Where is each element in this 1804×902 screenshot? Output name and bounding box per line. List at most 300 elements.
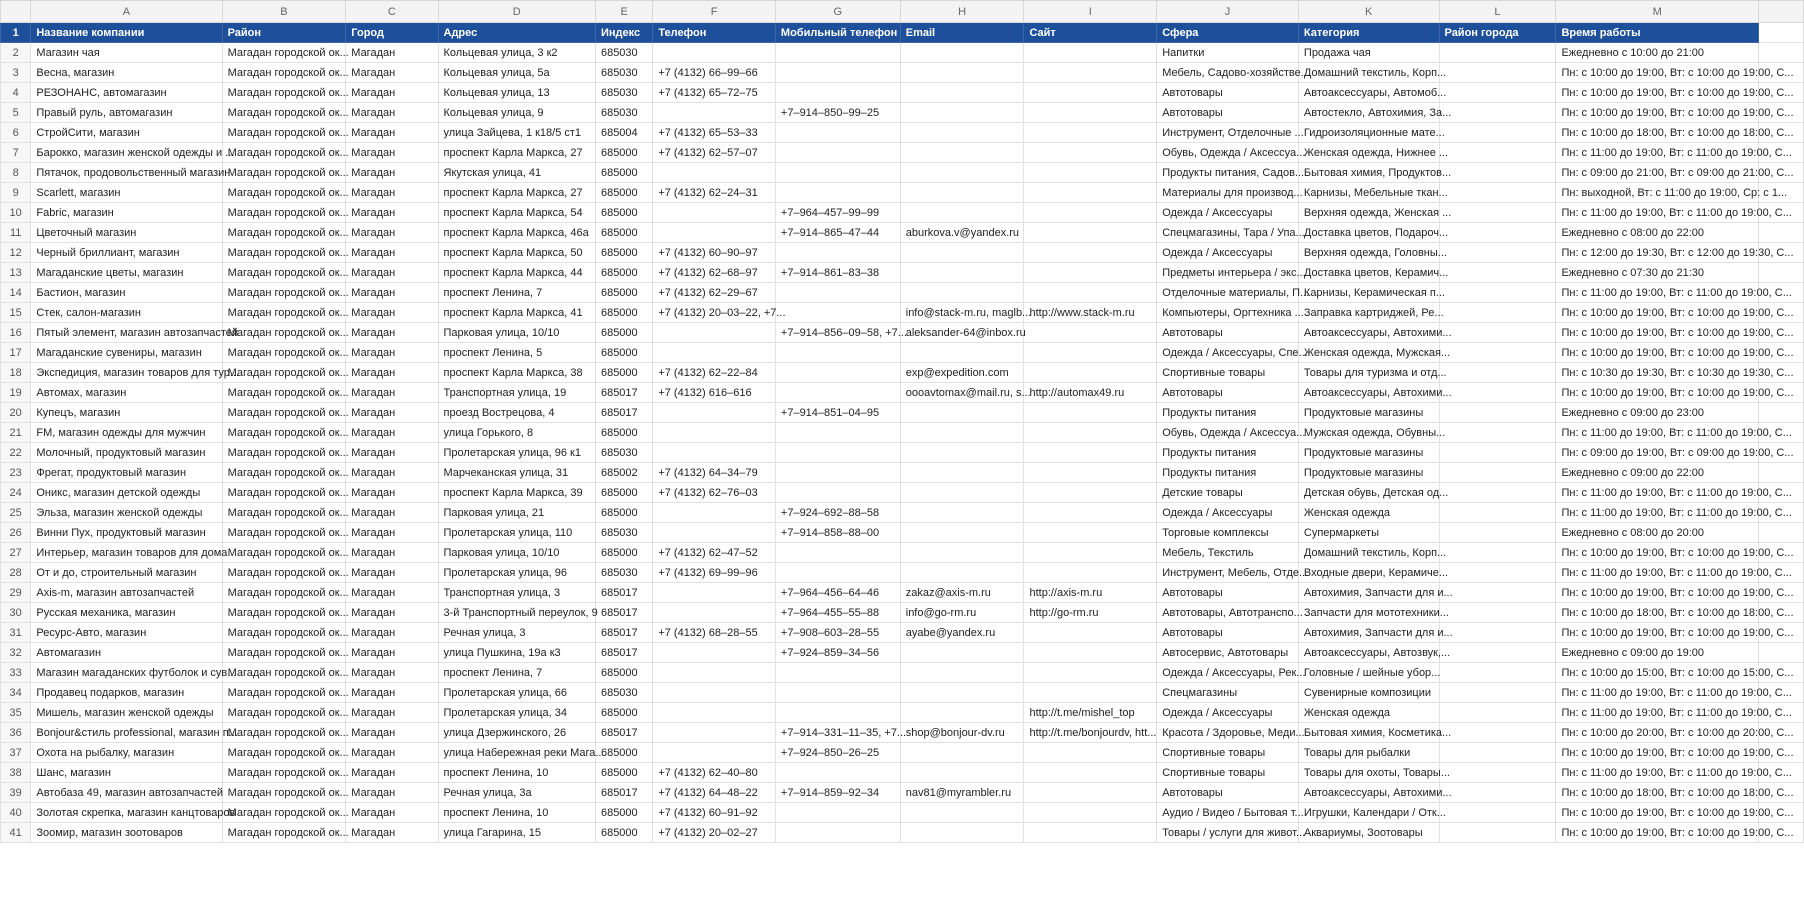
row-number[interactable]: 29 — [1, 583, 31, 603]
table-cell[interactable]: Речная улица, 3 — [438, 623, 595, 643]
table-cell[interactable] — [1024, 483, 1157, 503]
row-number[interactable]: 24 — [1, 483, 31, 503]
table-cell[interactable]: Магадан городской ок... — [222, 303, 346, 323]
table-cell[interactable]: +7 (4132) 60–90–97 — [653, 243, 776, 263]
table-cell[interactable]: Автомах, магазин — [31, 383, 222, 403]
cell-filler[interactable] — [1758, 223, 1803, 243]
table-cell[interactable]: 685000 — [595, 483, 652, 503]
table-cell[interactable]: Пролетарская улица, 66 — [438, 683, 595, 703]
table-cell[interactable]: Автобаза 49, магазин автозапчастей — [31, 783, 222, 803]
table-cell[interactable]: Автохимия, Запчасти для и... — [1298, 583, 1439, 603]
table-cell[interactable]: Марчеканская улица, 31 — [438, 463, 595, 483]
table-cell[interactable]: Магадан городской ок... — [222, 183, 346, 203]
table-cell[interactable]: Пн: с 11:00 до 19:00, Вт: с 11:00 до 19:00, С... — [1556, 563, 1758, 583]
table-cell[interactable]: Одежда / Аксессуары — [1157, 503, 1299, 523]
table-cell[interactable] — [1024, 103, 1157, 123]
table-cell[interactable]: Женская одежда, Нижнее ... — [1298, 143, 1439, 163]
table-cell[interactable]: Детская обувь, Детская од... — [1298, 483, 1439, 503]
table-cell[interactable] — [653, 203, 776, 223]
table-cell[interactable]: Бытовая химия, Косметика... — [1298, 723, 1439, 743]
table-cell[interactable]: Пн: с 10:00 до 18:00, Вт: с 10:00 до 18:00, С... — [1556, 603, 1758, 623]
row-number[interactable]: 2 — [1, 43, 31, 63]
table-cell[interactable]: Магадан — [346, 303, 438, 323]
table-cell[interactable]: Винни Пух, продуктовый магазин — [31, 523, 222, 543]
table-cell[interactable]: Магадан городской ок... — [222, 243, 346, 263]
table-cell[interactable]: 685030 — [595, 683, 652, 703]
row-number[interactable]: 20 — [1, 403, 31, 423]
table-cell[interactable]: Спортивные товары — [1157, 743, 1299, 763]
row-number[interactable]: 7 — [1, 143, 31, 163]
table-cell[interactable]: +7 (4132) 68–28–55 — [653, 623, 776, 643]
row-number[interactable]: 14 — [1, 283, 31, 303]
row-number[interactable]: 34 — [1, 683, 31, 703]
table-cell[interactable]: Инструмент, Отделочные ... — [1157, 123, 1299, 143]
row-number[interactable]: 15 — [1, 303, 31, 323]
table-cell[interactable]: Магадан — [346, 63, 438, 83]
table-cell[interactable] — [1439, 823, 1556, 843]
table-cell[interactable]: Аквариумы, Зоотовары — [1298, 823, 1439, 843]
table-cell[interactable]: 685000 — [595, 163, 652, 183]
table-cell[interactable]: +7–924–692–88–58 — [775, 503, 900, 523]
table-cell[interactable] — [900, 683, 1024, 703]
table-cell[interactable]: +7–914–856–09–58, +7... — [775, 323, 900, 343]
select-all-corner[interactable] — [1, 1, 31, 23]
table-cell[interactable]: Пн: с 09:00 до 19:00, Вт: с 09:00 до 19:00, С... — [1556, 443, 1758, 463]
table-cell[interactable]: проспект Карла Маркса, 38 — [438, 363, 595, 383]
table-cell[interactable]: Магадан — [346, 323, 438, 343]
table-cell[interactable]: Магадан городской ок... — [222, 83, 346, 103]
table-cell[interactable]: Магадан городской ок... — [222, 543, 346, 563]
cell-filler[interactable] — [1758, 643, 1803, 663]
table-cell[interactable]: Магадан городской ок... — [222, 663, 346, 683]
table-cell[interactable]: СтройСити, магазин — [31, 123, 222, 143]
table-cell[interactable]: Головные / шейные убор... — [1298, 663, 1439, 683]
table-cell[interactable]: Магадан городской ок... — [222, 383, 346, 403]
table-cell[interactable]: Магадан городской ок... — [222, 603, 346, 623]
row-number[interactable]: 6 — [1, 123, 31, 143]
table-cell[interactable] — [775, 343, 900, 363]
table-cell[interactable] — [653, 683, 776, 703]
table-cell[interactable] — [1024, 423, 1157, 443]
table-cell[interactable]: Магадан городской ок... — [222, 43, 346, 63]
table-cell[interactable]: проспект Карла Маркса, 41 — [438, 303, 595, 323]
row-number[interactable]: 26 — [1, 523, 31, 543]
table-cell[interactable]: проспект Ленина, 7 — [438, 663, 595, 683]
table-cell[interactable] — [1439, 683, 1556, 703]
row-number[interactable]: 5 — [1, 103, 31, 123]
table-cell[interactable]: Спортивные товары — [1157, 363, 1299, 383]
header-cell[interactable]: Телефон — [653, 23, 776, 43]
table-cell[interactable] — [1439, 443, 1556, 463]
table-cell[interactable]: http://www.stack-m.ru — [1024, 303, 1157, 323]
table-cell[interactable]: Супермаркеты — [1298, 523, 1439, 543]
table-cell[interactable] — [900, 103, 1024, 123]
table-cell[interactable]: +7–964–457–99–99 — [775, 203, 900, 223]
table-cell[interactable]: 685030 — [595, 43, 652, 63]
table-cell[interactable]: Магадан городской ок... — [222, 783, 346, 803]
table-cell[interactable]: Пн: с 10:00 до 19:00, Вт: с 10:00 до 19:00, С... — [1556, 583, 1758, 603]
table-cell[interactable]: проспект Карла Маркса, 27 — [438, 143, 595, 163]
row-number[interactable]: 38 — [1, 763, 31, 783]
table-cell[interactable] — [653, 423, 776, 443]
table-cell[interactable]: Магадан городской ок... — [222, 703, 346, 723]
table-cell[interactable]: Автоаксессуары, Автозвук,... — [1298, 643, 1439, 663]
table-cell[interactable]: zakaz@axis-m.ru — [900, 583, 1024, 603]
row-number[interactable]: 17 — [1, 343, 31, 363]
table-cell[interactable]: Магадан — [346, 163, 438, 183]
table-cell[interactable] — [1024, 363, 1157, 383]
header-cell[interactable]: Категория — [1298, 23, 1439, 43]
table-cell[interactable] — [900, 283, 1024, 303]
table-cell[interactable]: Магадан городской ок... — [222, 223, 346, 243]
row-number[interactable]: 37 — [1, 743, 31, 763]
table-cell[interactable]: улица Пушкина, 19а к3 — [438, 643, 595, 663]
table-cell[interactable]: Запчасти для мототехники... — [1298, 603, 1439, 623]
table-cell[interactable]: http://axis-m.ru — [1024, 583, 1157, 603]
column-header-k[interactable]: K — [1298, 1, 1439, 23]
table-cell[interactable]: 685017 — [595, 723, 652, 743]
table-cell[interactable]: +7–908–603–28–55 — [775, 623, 900, 643]
table-cell[interactable] — [1024, 223, 1157, 243]
table-cell[interactable]: Автохимия, Запчасти для и... — [1298, 623, 1439, 643]
table-cell[interactable] — [1439, 383, 1556, 403]
table-cell[interactable] — [1024, 183, 1157, 203]
table-cell[interactable]: Магадан городской ок... — [222, 363, 346, 383]
table-cell[interactable]: Магадан — [346, 723, 438, 743]
table-cell[interactable] — [653, 663, 776, 683]
table-cell[interactable]: Пролетарская улица, 96 — [438, 563, 595, 583]
table-cell[interactable]: Магадан — [346, 643, 438, 663]
table-cell[interactable]: 685000 — [595, 143, 652, 163]
table-cell[interactable] — [1439, 323, 1556, 343]
header-cell[interactable]: Сфера — [1157, 23, 1299, 43]
row-number[interactable]: 8 — [1, 163, 31, 183]
table-cell[interactable] — [900, 803, 1024, 823]
row-number[interactable]: 28 — [1, 563, 31, 583]
table-cell[interactable]: +7 (4132) 20–03–22, +7... — [653, 303, 776, 323]
table-cell[interactable] — [1024, 803, 1157, 823]
table-cell[interactable]: Магадан городской ок... — [222, 803, 346, 823]
table-cell[interactable] — [775, 563, 900, 583]
table-cell[interactable]: Пн: с 11:00 до 19:00, Вт: с 11:00 до 19:00, С... — [1556, 683, 1758, 703]
table-cell[interactable]: Пятачок, продовольственный магазин — [31, 163, 222, 183]
table-cell[interactable]: Обувь, Одежда / Аксессуа... — [1157, 423, 1299, 443]
table-cell[interactable]: От и до, строительный магазин — [31, 563, 222, 583]
table-cell[interactable]: Магадан — [346, 523, 438, 543]
table-cell[interactable] — [1439, 223, 1556, 243]
table-cell[interactable] — [1024, 823, 1157, 843]
table-cell[interactable]: Магадан городской ок... — [222, 503, 346, 523]
table-cell[interactable]: +7–964–455–55–88 — [775, 603, 900, 623]
table-cell[interactable]: Автотовары, Автотранспо... — [1157, 603, 1299, 623]
table-cell[interactable] — [653, 403, 776, 423]
table-cell[interactable]: Ежедневно с 09:00 до 23:00 — [1556, 403, 1758, 423]
table-cell[interactable] — [900, 743, 1024, 763]
table-cell[interactable]: aleksander-64@inbox.ru — [900, 323, 1024, 343]
table-cell[interactable]: 685017 — [595, 403, 652, 423]
column-header-e[interactable]: E — [595, 1, 652, 23]
table-cell[interactable] — [1439, 243, 1556, 263]
row-number[interactable]: 33 — [1, 663, 31, 683]
table-cell[interactable]: Золотая скрепка, магазин канцтоваров — [31, 803, 222, 823]
table-cell[interactable]: Пролетарская улица, 34 — [438, 703, 595, 723]
column-header-a[interactable]: A — [31, 1, 222, 23]
table-cell[interactable]: Ежедневно с 08:00 до 22:00 — [1556, 223, 1758, 243]
table-cell[interactable] — [1024, 123, 1157, 143]
table-cell[interactable]: Русская механика, магазин — [31, 603, 222, 623]
table-cell[interactable]: Пн: с 11:00 до 19:00, Вт: с 11:00 до 19:00, С... — [1556, 423, 1758, 443]
table-cell[interactable] — [775, 143, 900, 163]
table-cell[interactable]: Магадан городской ок... — [222, 463, 346, 483]
table-cell[interactable]: 685000 — [595, 203, 652, 223]
table-cell[interactable]: Охота на рыбалку, магазин — [31, 743, 222, 763]
table-cell[interactable]: Эльза, магазин женской одежды — [31, 503, 222, 523]
table-cell[interactable] — [1439, 263, 1556, 283]
header-cell[interactable]: Индекс — [595, 23, 652, 43]
table-cell[interactable] — [900, 343, 1024, 363]
table-cell[interactable]: Магадан городской ок... — [222, 643, 346, 663]
row-number[interactable]: 39 — [1, 783, 31, 803]
table-cell[interactable] — [1439, 343, 1556, 363]
table-cell[interactable] — [1439, 183, 1556, 203]
table-cell[interactable]: Парковая улица, 10/10 — [438, 543, 595, 563]
table-cell[interactable]: Магадан — [346, 143, 438, 163]
table-cell[interactable]: Магадан — [346, 423, 438, 443]
table-cell[interactable]: 685000 — [595, 303, 652, 323]
table-cell[interactable]: Axis-m, магазин автозапчастей — [31, 583, 222, 603]
table-cell[interactable] — [900, 703, 1024, 723]
table-cell[interactable]: +7–914–858–88–00 — [775, 523, 900, 543]
table-cell[interactable]: Одежда / Аксессуары — [1157, 703, 1299, 723]
table-cell[interactable] — [775, 383, 900, 403]
table-cell[interactable] — [1439, 403, 1556, 423]
table-cell[interactable]: Компьютеры, Оргтехника ... — [1157, 303, 1299, 323]
table-cell[interactable]: Материалы для производ... — [1157, 183, 1299, 203]
table-cell[interactable]: 685000 — [595, 763, 652, 783]
table-cell[interactable]: 685030 — [595, 443, 652, 463]
table-cell[interactable] — [1439, 703, 1556, 723]
table-cell[interactable]: Мебель, Текстиль — [1157, 543, 1299, 563]
table-cell[interactable]: Пн: с 11:00 до 19:00, Вт: с 11:00 до 19:00, С... — [1556, 483, 1758, 503]
table-cell[interactable]: Bonjour&стиль professional, магазин п... — [31, 723, 222, 743]
table-cell[interactable]: +7 (4132) 65–72–75 — [653, 83, 776, 103]
table-cell[interactable]: Автотовары — [1157, 103, 1299, 123]
header-cell[interactable]: Город — [346, 23, 438, 43]
table-cell[interactable] — [775, 43, 900, 63]
table-cell[interactable]: +7 (4132) 64–34–79 — [653, 463, 776, 483]
row-number[interactable]: 4 — [1, 83, 31, 103]
table-cell[interactable]: Магазин чая — [31, 43, 222, 63]
table-cell[interactable] — [653, 43, 776, 63]
table-cell[interactable]: Отделочные материалы, П... — [1157, 283, 1299, 303]
table-cell[interactable]: Магадан городской ок... — [222, 403, 346, 423]
table-cell[interactable]: http://go-rm.ru — [1024, 603, 1157, 623]
row-number[interactable]: 19 — [1, 383, 31, 403]
table-cell[interactable]: улица Гагарина, 15 — [438, 823, 595, 843]
table-cell[interactable]: Магадан — [346, 543, 438, 563]
table-cell[interactable]: проспект Ленина, 10 — [438, 763, 595, 783]
table-cell[interactable]: Верхняя одежда, Головны... — [1298, 243, 1439, 263]
table-cell[interactable] — [900, 63, 1024, 83]
table-cell[interactable] — [1439, 603, 1556, 623]
table-cell[interactable]: exp@expedition.com — [900, 363, 1024, 383]
table-cell[interactable]: Сувенирные композиции — [1298, 683, 1439, 703]
table-cell[interactable] — [653, 323, 776, 343]
table-cell[interactable] — [653, 163, 776, 183]
table-cell[interactable] — [775, 363, 900, 383]
table-cell[interactable]: Магадан — [346, 383, 438, 403]
table-cell[interactable] — [1439, 143, 1556, 163]
table-cell[interactable]: 685017 — [595, 783, 652, 803]
table-cell[interactable]: +7 (4132) 64–48–22 — [653, 783, 776, 803]
table-cell[interactable] — [653, 103, 776, 123]
table-cell[interactable] — [900, 763, 1024, 783]
table-cell[interactable]: Спецмагазины — [1157, 683, 1299, 703]
table-cell[interactable]: Кольцевая улица, 5а — [438, 63, 595, 83]
table-cell[interactable]: Магадан — [346, 503, 438, 523]
table-cell[interactable]: 685000 — [595, 703, 652, 723]
table-cell[interactable]: 685000 — [595, 343, 652, 363]
table-cell[interactable] — [900, 483, 1024, 503]
table-cell[interactable]: Пн: выходной, Вт: с 11:00 до 19:00, Ср: с 1... — [1556, 183, 1758, 203]
table-cell[interactable] — [1024, 563, 1157, 583]
table-cell[interactable]: Якутская улица, 41 — [438, 163, 595, 183]
table-cell[interactable]: info@stack-m.ru, maglb... — [900, 303, 1024, 323]
table-cell[interactable]: Магадан городской ок... — [222, 583, 346, 603]
table-cell[interactable]: Кольцевая улица, 3 к2 — [438, 43, 595, 63]
table-cell[interactable] — [1439, 423, 1556, 443]
table-cell[interactable]: Пролетарская улица, 96 к1 — [438, 443, 595, 463]
table-cell[interactable]: Магадан — [346, 283, 438, 303]
row-number[interactable]: 21 — [1, 423, 31, 443]
table-cell[interactable] — [1024, 623, 1157, 643]
header-cell[interactable]: Район — [222, 23, 346, 43]
cell-filler[interactable] — [1758, 523, 1803, 543]
table-cell[interactable] — [1439, 83, 1556, 103]
table-cell[interactable] — [775, 483, 900, 503]
row-number[interactable]: 32 — [1, 643, 31, 663]
row-number[interactable]: 10 — [1, 203, 31, 223]
table-cell[interactable]: Магадан — [346, 783, 438, 803]
table-cell[interactable]: Магадан городской ок... — [222, 723, 346, 743]
table-cell[interactable]: Пн: с 10:00 до 19:00, Вт: с 10:00 до 19:00, С... — [1556, 343, 1758, 363]
table-cell[interactable] — [1024, 83, 1157, 103]
table-cell[interactable]: Гидроизоляционные мате... — [1298, 123, 1439, 143]
table-cell[interactable]: Ежедневно с 09:00 до 19:00 — [1556, 643, 1758, 663]
table-cell[interactable] — [775, 63, 900, 83]
table-cell[interactable]: Предметы интерьера / экс... — [1157, 263, 1299, 283]
table-cell[interactable]: Продукты питания — [1157, 463, 1299, 483]
table-cell[interactable]: Автотовары — [1157, 783, 1299, 803]
table-cell[interactable] — [775, 163, 900, 183]
table-cell[interactable]: 685000 — [595, 363, 652, 383]
table-cell[interactable] — [775, 663, 900, 683]
table-cell[interactable]: Магадан городской ок... — [222, 63, 346, 83]
table-cell[interactable]: 685000 — [595, 243, 652, 263]
table-cell[interactable]: Входные двери, Керамиче... — [1298, 563, 1439, 583]
table-cell[interactable]: Бастион, магазин — [31, 283, 222, 303]
cell-filler[interactable] — [1758, 403, 1803, 423]
table-cell[interactable]: 685002 — [595, 463, 652, 483]
table-cell[interactable]: +7–914–851–04–95 — [775, 403, 900, 423]
table-cell[interactable]: Мужская одежда, Обувны... — [1298, 423, 1439, 443]
table-cell[interactable]: Купецъ, магазин — [31, 403, 222, 423]
header-cell[interactable]: Email — [900, 23, 1024, 43]
table-cell[interactable] — [653, 743, 776, 763]
table-cell[interactable] — [775, 823, 900, 843]
table-cell[interactable] — [1024, 43, 1157, 63]
table-cell[interactable]: shop@bonjour-dv.ru — [900, 723, 1024, 743]
table-cell[interactable] — [775, 543, 900, 563]
table-cell[interactable]: 685000 — [595, 263, 652, 283]
table-cell[interactable] — [900, 523, 1024, 543]
table-cell[interactable]: Пн: с 10:00 до 19:00, Вт: с 10:00 до 19:00, С... — [1556, 303, 1758, 323]
column-header-d[interactable]: D — [438, 1, 595, 23]
table-cell[interactable]: Игрушки, Календари / Отк... — [1298, 803, 1439, 823]
table-cell[interactable]: 685030 — [595, 103, 652, 123]
table-cell[interactable]: Магадан городской ок... — [222, 763, 346, 783]
table-cell[interactable]: Ресурс-Авто, магазин — [31, 623, 222, 643]
table-cell[interactable]: Экспедиция, магазин товаров для тур... — [31, 363, 222, 383]
table-cell[interactable]: улица Дзержинского, 26 — [438, 723, 595, 743]
table-cell[interactable]: Автостекло, Автохимия, За... — [1298, 103, 1439, 123]
table-cell[interactable]: Магадан — [346, 103, 438, 123]
table-cell[interactable] — [653, 603, 776, 623]
table-cell[interactable]: Магадан городской ок... — [222, 163, 346, 183]
table-cell[interactable]: Кольцевая улица, 13 — [438, 83, 595, 103]
table-cell[interactable]: Пн: с 10:00 до 19:00, Вт: с 10:00 до 19:00, С... — [1556, 83, 1758, 103]
table-cell[interactable] — [1024, 743, 1157, 763]
table-cell[interactable] — [900, 263, 1024, 283]
table-cell[interactable] — [1439, 663, 1556, 683]
table-cell[interactable]: Напитки — [1157, 43, 1299, 63]
table-cell[interactable]: Мебель, Садово-хозяйстве... — [1157, 63, 1299, 83]
table-cell[interactable]: Магаданские сувениры, магазин — [31, 343, 222, 363]
table-cell[interactable]: Пн: с 10:00 до 19:00, Вт: с 10:00 до 19:00, С... — [1556, 63, 1758, 83]
table-cell[interactable]: 685000 — [595, 283, 652, 303]
table-cell[interactable]: Магадан городской ок... — [222, 143, 346, 163]
table-cell[interactable]: Шанс, магазин — [31, 763, 222, 783]
column-header-b[interactable]: B — [222, 1, 346, 23]
table-cell[interactable] — [1024, 143, 1157, 163]
table-cell[interactable]: Пн: с 11:00 до 19:00, Вт: с 11:00 до 19:00, С... — [1556, 203, 1758, 223]
table-cell[interactable]: Домашний текстиль, Корп... — [1298, 543, 1439, 563]
table-cell[interactable] — [1439, 103, 1556, 123]
table-cell[interactable] — [775, 443, 900, 463]
table-cell[interactable]: Товары для туризма и отд... — [1298, 363, 1439, 383]
table-cell[interactable]: Спортивные товары — [1157, 763, 1299, 783]
table-cell[interactable]: проспект Карла Маркса, 54 — [438, 203, 595, 223]
table-cell[interactable]: Продажа чая — [1298, 43, 1439, 63]
row-number[interactable]: 40 — [1, 803, 31, 823]
table-cell[interactable]: Одежда / Аксессуары — [1157, 203, 1299, 223]
table-cell[interactable]: Детские товары — [1157, 483, 1299, 503]
table-cell[interactable]: 685030 — [595, 63, 652, 83]
table-cell[interactable] — [775, 703, 900, 723]
table-cell[interactable] — [1439, 43, 1556, 63]
table-cell[interactable] — [653, 583, 776, 603]
table-cell[interactable]: +7 (4132) 62–29–67 — [653, 283, 776, 303]
table-cell[interactable]: Интерьер, магазин товаров для дома — [31, 543, 222, 563]
table-cell[interactable]: 685000 — [595, 823, 652, 843]
table-cell[interactable]: Пн: с 11:00 до 19:00, Вт: с 11:00 до 19:00, С... — [1556, 503, 1758, 523]
table-cell[interactable]: Одежда / Аксессуары, Рек... — [1157, 663, 1299, 683]
row-number[interactable]: 35 — [1, 703, 31, 723]
table-cell[interactable]: Пн: с 10:00 до 19:00, Вт: с 10:00 до 19:00, С... — [1556, 103, 1758, 123]
table-cell[interactable]: Магадан — [346, 803, 438, 823]
column-header-m[interactable]: M — [1556, 1, 1758, 23]
table-cell[interactable]: Магадан городской ок... — [222, 523, 346, 543]
